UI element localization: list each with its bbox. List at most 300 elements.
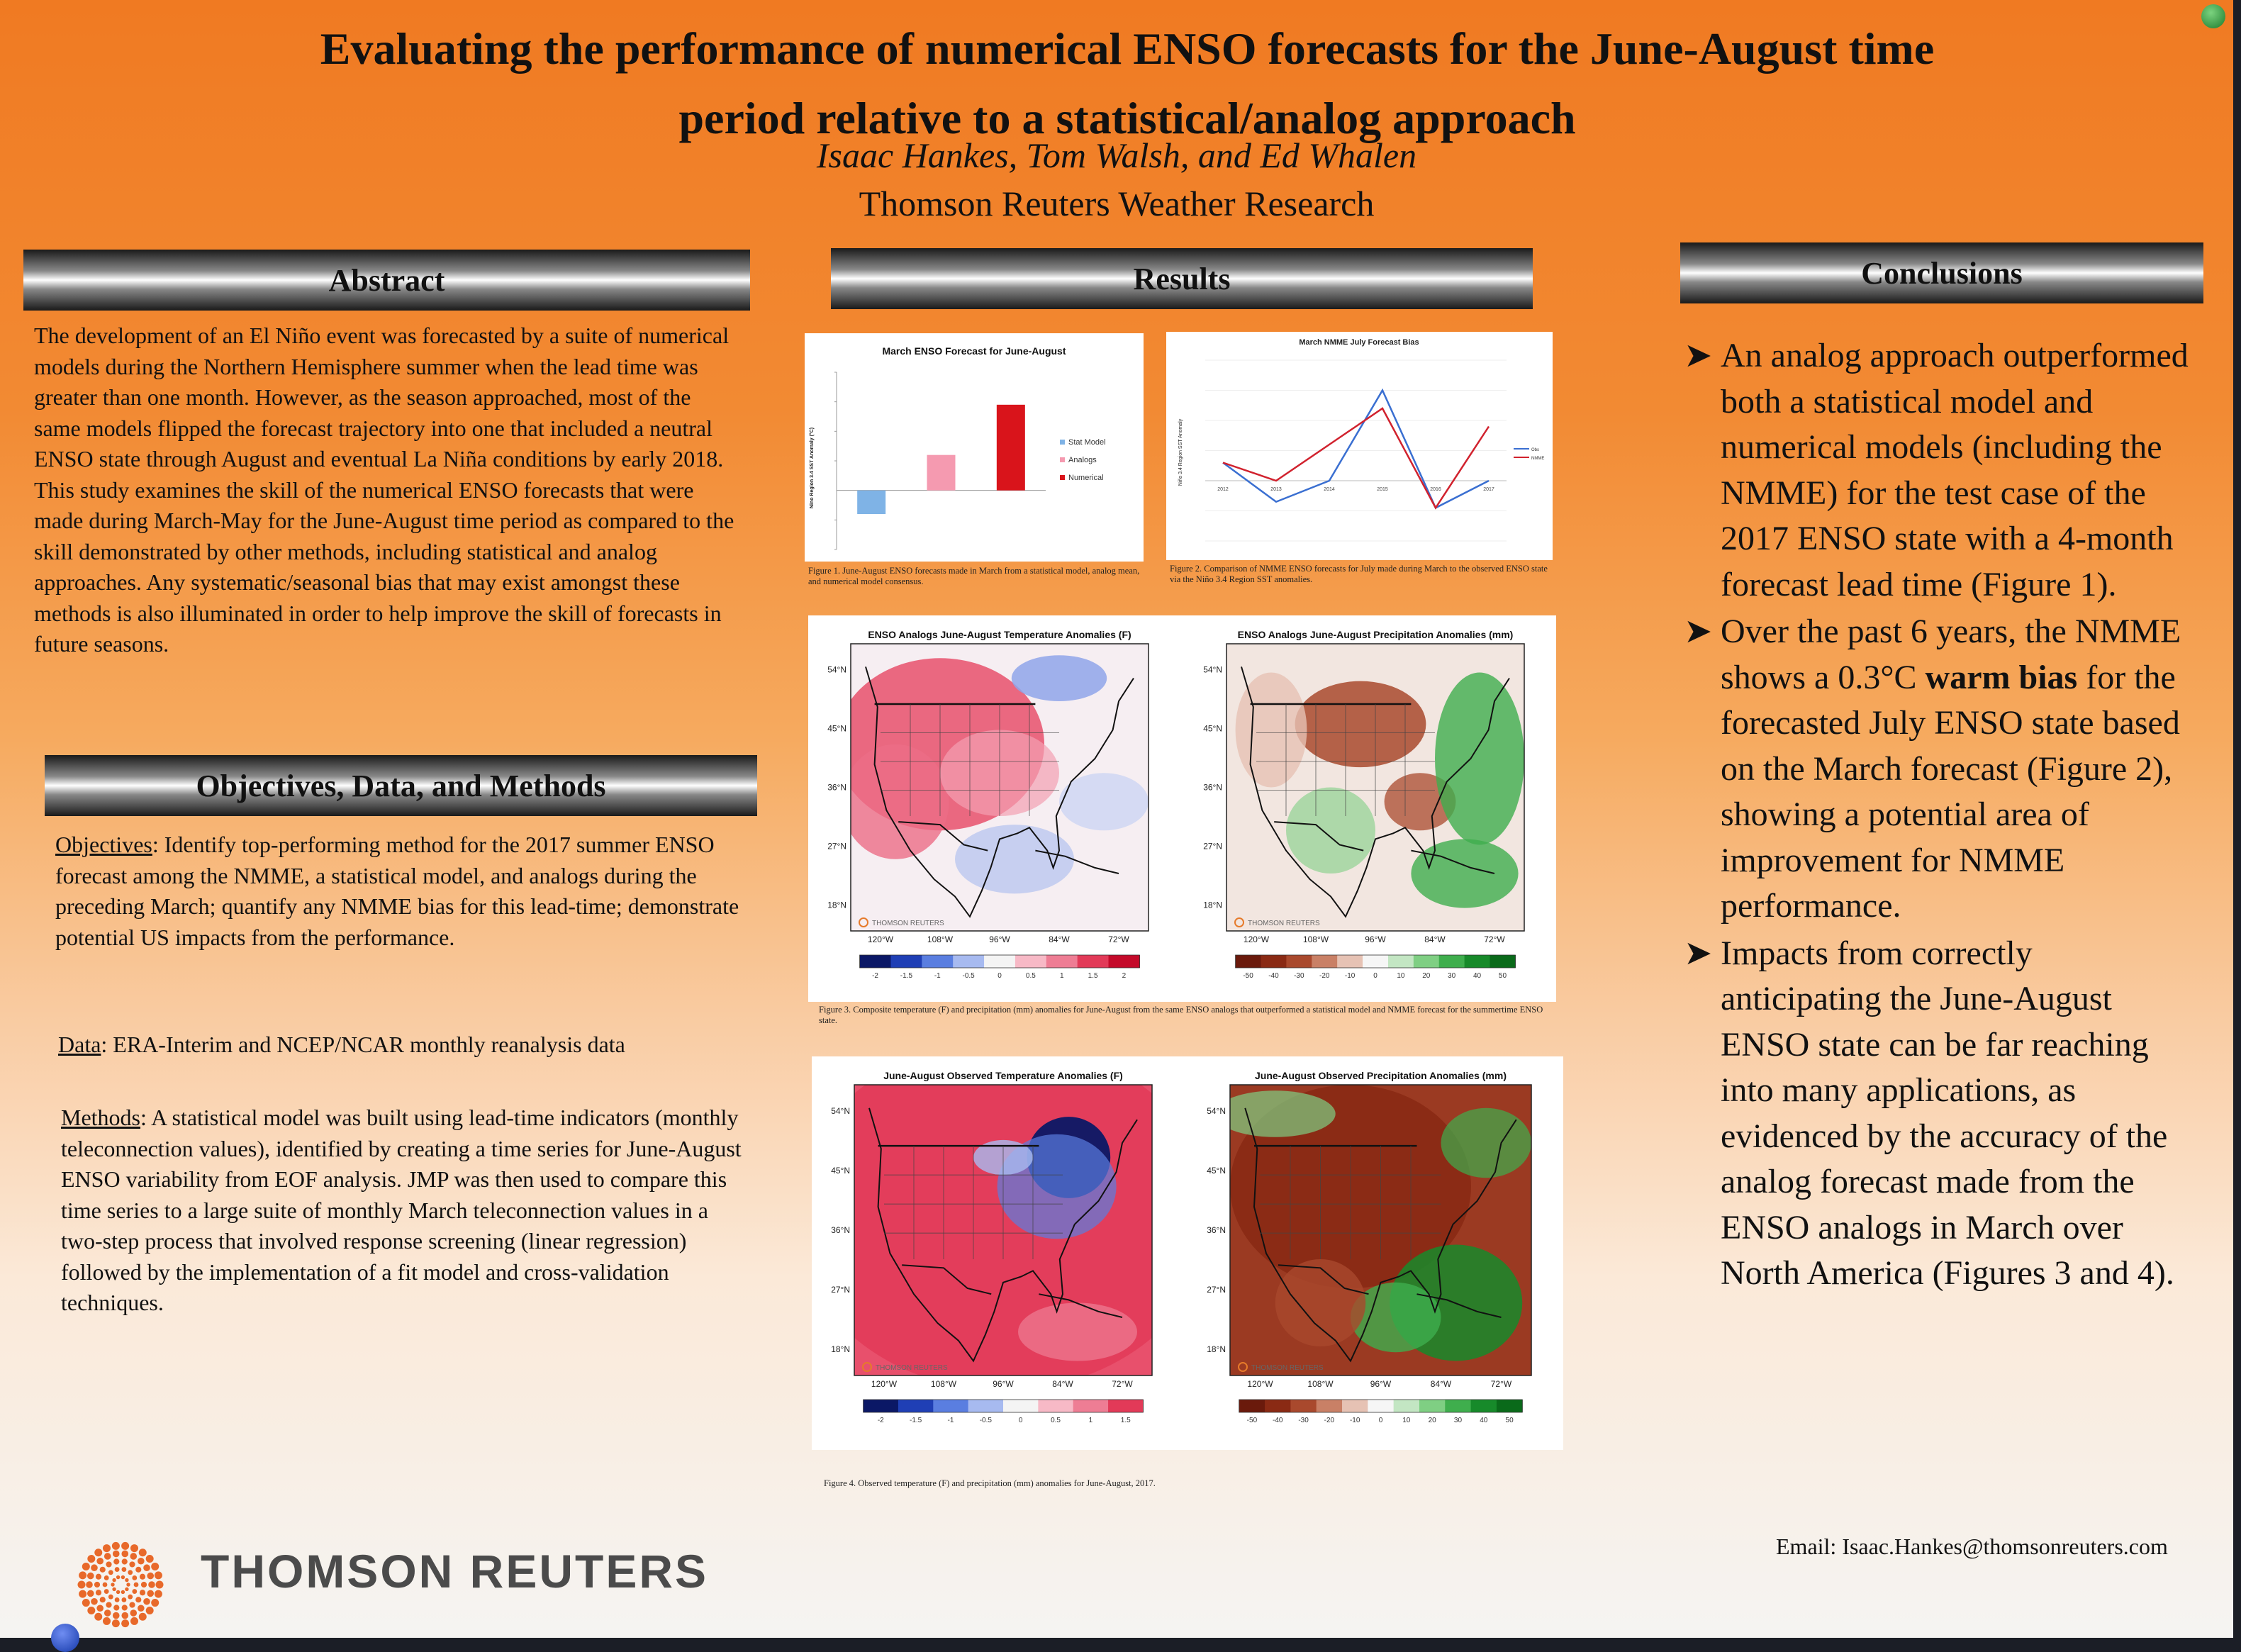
colorbar-label: 0 xyxy=(1018,1417,1023,1424)
logo-dot xyxy=(130,1553,137,1560)
colorbar-segment xyxy=(860,955,891,968)
logo-dot xyxy=(128,1595,133,1600)
colorbar-segment xyxy=(984,955,1015,968)
logo-dot xyxy=(148,1581,155,1588)
abstract-text: The development of an El Niño event was forecasted by a suite of numerical models during the Northern Hemisphere summer when the lead time was greater than one month. However, as the season approached, most of the same models flipped the forecast trajectory into one that included a neutral ENSO state through August and eventual La Niña conditions by early 2018. This study examines the skill of the numerical ENSO forecasts that were made during March-May for the June-August time period as compared to the skill demonstrated by other methods, including statistical and analog approaches. Any systematic/seasonal bias that may exist amongst these methods is also illuminated in order to help improve the skill of forecasts in future seasons. xyxy=(34,323,734,657)
fig1-bar-stat-model xyxy=(857,491,885,514)
f4p-map xyxy=(1207,1070,1531,1424)
results-header: Results xyxy=(831,248,1533,309)
colorbar-segment xyxy=(1414,955,1439,968)
logo-dot xyxy=(96,1558,104,1565)
objectives-label: Objectives xyxy=(55,832,152,857)
logo-dot xyxy=(151,1599,159,1607)
logo-dot xyxy=(106,1602,111,1607)
logo-dot xyxy=(103,1617,111,1625)
logo-dot xyxy=(139,1548,147,1556)
conclusion-text-3: Impacts from correctly anticipating the June-August ENSO state can be far reaching into many applications, as evidenced by the accuracy of the analog forecast made from the ENSO analogs in March over North America (Figures 3 and 4). xyxy=(1721,934,2174,1292)
colorbar-segment xyxy=(1286,955,1312,968)
map-lat-label: 18°N xyxy=(1207,1344,1226,1355)
colorbar-segment xyxy=(1497,1400,1523,1412)
map-lon-label: 96°W xyxy=(1365,934,1386,944)
map-watermark: THOMSON REUTERS xyxy=(872,920,944,927)
contact-email: Email: Isaac.Hankes@thomsonreuters.com xyxy=(1776,1534,2168,1559)
map-lon-label: 96°W xyxy=(1370,1379,1392,1389)
f4t-map xyxy=(812,1056,1212,1424)
colorbar-segment xyxy=(1236,955,1261,968)
colorbar-label: -10 xyxy=(1349,1417,1360,1424)
logo-dot xyxy=(104,1575,109,1580)
colorbar-label: -1.5 xyxy=(910,1417,922,1424)
logo-dot xyxy=(125,1587,128,1591)
fig2-x-tick-label: 2017 xyxy=(1483,487,1494,492)
colorbar-segment xyxy=(1439,955,1465,968)
colorbar-label: -1.5 xyxy=(900,972,913,980)
colorbar-segment xyxy=(1337,955,1363,968)
colorbar-segment xyxy=(1239,1400,1265,1412)
map-lon-label: 96°W xyxy=(993,1379,1014,1389)
colorbar-label: -20 xyxy=(1319,972,1330,980)
colorbar-segment xyxy=(1419,1400,1446,1412)
colorbar-label: 30 xyxy=(1453,1417,1463,1424)
fig1-bar-analogs xyxy=(927,455,956,491)
logo-dot xyxy=(139,1613,147,1621)
logo-dot xyxy=(86,1581,93,1588)
anomaly-region xyxy=(1411,839,1518,908)
fig2-title: March NMME July Forecast Bias xyxy=(1299,338,1419,347)
logo-dot xyxy=(108,1570,113,1575)
map-watermark: THOMSON REUTERS xyxy=(1248,920,1320,927)
logo-dot xyxy=(121,1597,126,1602)
green-pushpin-icon xyxy=(2201,4,2225,28)
methods-label: Methods xyxy=(61,1105,140,1130)
logo-dot xyxy=(130,1544,138,1552)
anomaly-region xyxy=(1012,655,1107,701)
logo-dot xyxy=(115,1567,120,1572)
thomson-reuters-logo-icon xyxy=(71,1535,170,1634)
logo-dot xyxy=(87,1555,95,1563)
logo-dot xyxy=(79,1590,86,1598)
logo-dot xyxy=(130,1617,138,1625)
abstract-header: Abstract xyxy=(23,250,750,311)
colorbar-label: 1.5 xyxy=(1088,972,1098,980)
logo-dot xyxy=(96,1590,101,1595)
data-paragraph xyxy=(58,1029,749,1061)
logo-dot xyxy=(100,1567,106,1573)
logo-dot xyxy=(134,1583,139,1587)
logo-dot xyxy=(113,1604,119,1610)
colorbar-label: 0 xyxy=(1373,972,1377,980)
f3p-map-title: ENSO Analogs June-August Precipitation Anomalies (mm) xyxy=(1237,629,1514,640)
map-lon-label: 108°W xyxy=(1307,1379,1334,1389)
figure-1-caption: Figure 1. June-August ENSO forecasts made in March from a statistical model, analog mean, and numerical model consensus. xyxy=(808,566,1140,586)
logo-dot xyxy=(116,1590,120,1594)
colorbar-label: -1 xyxy=(947,1417,954,1424)
logo-dot xyxy=(91,1564,98,1571)
map-lat-label: 18°N xyxy=(827,900,846,910)
colorbar-label: -50 xyxy=(1246,1417,1258,1424)
colorbar-segment xyxy=(1073,1400,1109,1412)
colorbar-label: 10 xyxy=(1402,1417,1411,1424)
fig1-legend-swatch xyxy=(1060,475,1065,480)
conclusions-list xyxy=(1684,333,2194,1298)
colorbar-segment xyxy=(1342,1400,1368,1412)
logo-dot xyxy=(103,1583,108,1587)
logo-dot xyxy=(122,1604,128,1610)
conclusions-header: Conclusions xyxy=(1680,242,2203,303)
figure-4-caption: Figure 4. Observed temperature (F) and precipitation (mm) anomalies for June-August, 2017. xyxy=(824,1478,1156,1488)
colorbar-label: -50 xyxy=(1243,972,1253,980)
affiliation: Thomson Reuters Weather Research xyxy=(859,184,1375,223)
logo-dot xyxy=(147,1573,154,1580)
logo-dot xyxy=(113,1612,120,1619)
map-lon-label: 108°W xyxy=(930,1379,957,1389)
fig1-legend-label: Analogs xyxy=(1068,456,1097,464)
logo-dot xyxy=(113,1558,119,1564)
logo-dot xyxy=(129,1602,135,1607)
fig1-ylabel: Nino Region 3.4 SST Anomaly (°C) xyxy=(810,427,815,509)
map-lon-label: 72°W xyxy=(1490,1379,1512,1389)
logo-dot xyxy=(104,1589,109,1594)
colorbar-segment xyxy=(1471,1400,1497,1412)
colorbar-label: 50 xyxy=(1498,972,1507,980)
colorbar-label: 1 xyxy=(1088,1417,1093,1424)
colorbar-label: -0.5 xyxy=(962,972,975,980)
colorbar-label: 0 xyxy=(997,972,1002,980)
logo-dot xyxy=(121,1590,125,1594)
map-lon-label: 120°W xyxy=(1247,1379,1273,1389)
map-lon-label: 84°W xyxy=(1049,934,1070,944)
map-lat-label: 18°N xyxy=(831,1344,850,1355)
colorbar-label: -2 xyxy=(877,1417,884,1424)
figure-3-maps xyxy=(808,615,1556,1002)
colorbar-segment xyxy=(1490,955,1516,968)
logo-dot xyxy=(140,1590,145,1595)
map-lon-label: 84°W xyxy=(1424,934,1446,944)
colorbar-label: 50 xyxy=(1505,1417,1514,1424)
anomaly-region xyxy=(1295,681,1426,768)
colorbar-segment xyxy=(1368,1400,1394,1412)
colorbar-label: 0.5 xyxy=(1025,972,1036,980)
colorbar-segment xyxy=(1290,1400,1317,1412)
fig1-title: March ENSO Forecast for June-August xyxy=(882,345,1066,357)
colorbar-segment xyxy=(1078,955,1109,968)
colorbar-label: -2 xyxy=(872,972,878,980)
colorbar-segment xyxy=(1363,955,1388,968)
conclusion-item-2 xyxy=(1684,609,2194,930)
logo-dot xyxy=(112,1619,120,1627)
fig1-legend xyxy=(1060,438,1106,482)
f4p-map-title: June-August Observed Precipitation Anomalies (mm) xyxy=(1255,1070,1507,1081)
logo-dot xyxy=(132,1589,137,1594)
colorbar-segment xyxy=(933,1400,968,1412)
objectives-text: : Identify top-performing method for the 2017 summer ENSO forecast among the NMME, a statistical model, and analogs during the preceding March; quantify any NMME bias for this lead-time; demonstrate potential US impacts from the performance. xyxy=(55,832,739,950)
colorbar-segment xyxy=(1046,955,1078,968)
colorbar-label: -30 xyxy=(1294,972,1304,980)
logo-dot xyxy=(146,1555,154,1563)
logo-dot xyxy=(121,1575,125,1579)
anomaly-region xyxy=(1441,1108,1532,1178)
figure-2-caption: Figure 2. Comparison of NMME ENSO forecasts for July made during March to the observed ENSO state via the Niño 3.4 Region SST anomalies. xyxy=(1170,564,1548,584)
logo-dot xyxy=(126,1583,130,1586)
colorbar-label: 20 xyxy=(1422,972,1431,980)
logo-dot xyxy=(112,1578,116,1582)
logo-dot xyxy=(125,1578,128,1582)
logo-dot xyxy=(82,1563,90,1570)
colorbar-label: 1 xyxy=(1059,972,1064,980)
logo-dot xyxy=(106,1561,111,1567)
fig2-legend-label: Obs xyxy=(1531,448,1540,452)
objectives-paragraph xyxy=(55,830,747,953)
poster-title xyxy=(106,14,2148,153)
colorbar-label: 0 xyxy=(1378,1417,1383,1424)
arrow-bullet-icon: ➤ xyxy=(1684,613,1713,650)
colorbar-label: -0.5 xyxy=(979,1417,992,1424)
logo-dot xyxy=(135,1597,141,1602)
f3p-map xyxy=(1203,629,1524,980)
anomaly-region xyxy=(1236,673,1307,788)
logo-dot xyxy=(138,1604,145,1612)
logo-dot xyxy=(122,1558,128,1564)
colorbar-label: -10 xyxy=(1344,972,1356,980)
logo-dot xyxy=(78,1581,86,1589)
logo-dot xyxy=(113,1551,120,1558)
logo-dot xyxy=(121,1612,128,1619)
map-lat-label: 27°N xyxy=(1207,1285,1226,1295)
colorbar-label: -20 xyxy=(1324,1417,1335,1424)
logo-dot xyxy=(129,1561,135,1567)
colorbar-label: 20 xyxy=(1428,1417,1436,1424)
map-lon-label: 72°W xyxy=(1108,934,1129,944)
logo-dot xyxy=(96,1604,104,1612)
fig1-legend-label: Numerical xyxy=(1068,474,1104,482)
logo-dot xyxy=(87,1573,94,1580)
logo-dot xyxy=(121,1551,128,1558)
logo-dot xyxy=(143,1564,150,1571)
logo-text: THOMSON REUTERS xyxy=(201,1545,709,1597)
colorbar-segment xyxy=(1015,955,1046,968)
logo-dot xyxy=(104,1553,111,1560)
fig1-legend-swatch xyxy=(1060,440,1065,445)
f3t-map-field xyxy=(836,644,1149,931)
fig2-x-tick-label: 2014 xyxy=(1324,487,1335,492)
colorbar-label: 40 xyxy=(1473,972,1482,980)
logo-dot xyxy=(140,1574,145,1580)
map-lon-label: 84°W xyxy=(1052,1379,1073,1389)
conclusion-text-2-post: for the forecasted July ENSO state based on the March forecast (Figure 2), showing a potential area of improvement for NMME performance. xyxy=(1721,658,2180,925)
figure-4-maps xyxy=(812,1056,1563,1450)
anomaly-region xyxy=(1286,788,1375,874)
logo-dot xyxy=(82,1599,90,1607)
colorbar-segment xyxy=(1261,955,1286,968)
f3t-map xyxy=(827,629,1149,980)
colorbar-label: 10 xyxy=(1397,972,1405,980)
colorbar-label: -40 xyxy=(1273,1417,1283,1424)
colorbar-segment xyxy=(1312,955,1337,968)
data-label: Data xyxy=(58,1032,101,1057)
logo-dot xyxy=(104,1609,111,1617)
anomaly-region xyxy=(1435,673,1524,845)
logo-dot xyxy=(143,1598,150,1605)
map-lat-label: 54°N xyxy=(1203,664,1222,675)
map-lat-label: 45°N xyxy=(1207,1166,1226,1176)
map-lon-label: 120°W xyxy=(1243,934,1270,944)
colorbar-segment xyxy=(1394,1400,1420,1412)
fig2-legend xyxy=(1514,448,1544,461)
logo-dot xyxy=(100,1597,106,1602)
map-lat-label: 27°N xyxy=(827,841,846,852)
logo-dot xyxy=(108,1595,113,1600)
colorbar-segment xyxy=(1003,1400,1039,1412)
colorbar-segment xyxy=(1265,1400,1291,1412)
fig2-x-tick-label: 2012 xyxy=(1217,487,1229,492)
conclusion-text-1: An analog approach outperformed both a statistical model and numerical models (including the NMME) for the test case of the 2017 ENSO state with a 4-month forecast lead time (Figure 1). xyxy=(1721,337,2189,603)
logo-dot xyxy=(155,1590,162,1598)
logo-dot xyxy=(147,1590,154,1597)
fig2-x-tick-label: 2015 xyxy=(1377,487,1388,492)
logo-dot xyxy=(94,1548,102,1556)
logo-dot xyxy=(103,1544,111,1552)
data-text: : ERA-Interim and NCEP/NCAR monthly reanalysis data xyxy=(101,1032,625,1057)
fig2-legend-label: NMME xyxy=(1531,457,1545,461)
logo-dot xyxy=(156,1581,164,1589)
logo-dot xyxy=(96,1574,101,1580)
logo-dot xyxy=(111,1583,114,1586)
logo-dot xyxy=(155,1571,162,1579)
colorbar-segment xyxy=(1388,955,1414,968)
map-lat-label: 45°N xyxy=(827,723,846,734)
map-lat-label: 54°N xyxy=(1207,1106,1226,1116)
logo-dot xyxy=(112,1587,116,1591)
map-lat-label: 27°N xyxy=(831,1285,850,1295)
colorbar-segment xyxy=(1317,1400,1343,1412)
map-lat-label: 36°N xyxy=(1203,782,1222,793)
logo-dot xyxy=(121,1542,129,1550)
anomaly-region xyxy=(1275,1259,1366,1346)
colorbar-label: 40 xyxy=(1480,1417,1488,1424)
logo-dot xyxy=(79,1571,86,1579)
logo-dot xyxy=(135,1567,141,1573)
logo-dot xyxy=(91,1598,98,1605)
map-lat-label: 45°N xyxy=(831,1166,850,1176)
fig3-svg xyxy=(808,615,1556,1002)
logo-dot xyxy=(112,1542,120,1550)
map-lon-label: 108°W xyxy=(1302,934,1329,944)
anomaly-region xyxy=(1059,773,1149,830)
fig4-svg xyxy=(812,1056,1563,1450)
fig2-x-tick-label: 2016 xyxy=(1430,487,1441,492)
methods-text: : A statistical model was built using lead-time indicators (monthly teleconnection values), identified by creating a time series for June-August ENSO variability from EOF analysis. JMP was then used to compare this time series to a large suite of monthly March teleconnection values in a two-step process that involved response screening (linear regression) followed by the implementation of a fit model and cross-validation techniques. xyxy=(61,1105,742,1315)
colorbar-segment xyxy=(1109,955,1140,968)
f4t-map-title: June-August Observed Temperature Anomalies (F) xyxy=(883,1070,1123,1081)
figure-3-caption: Figure 3. Composite temperature (F) and precipitation (mm) anomalies for June-August from the same ENSO analogs that outperformed a statistical model and NMME forecast for the summertime ENSO state. xyxy=(819,1005,1543,1025)
authors: Isaac Hankes, Tom Walsh, and Ed Whalen xyxy=(816,135,1417,175)
colorbar-segment xyxy=(1465,955,1490,968)
colorbar-label: -30 xyxy=(1298,1417,1309,1424)
map-watermark: THOMSON REUTERS xyxy=(876,1364,948,1372)
arrow-bullet-icon: ➤ xyxy=(1684,337,1713,374)
fig2-svg xyxy=(1166,332,1553,560)
colorbar-segment xyxy=(1038,1400,1073,1412)
conclusion-text-2-bold: warm bias xyxy=(1925,658,2078,696)
anomaly-region xyxy=(1215,1090,1336,1137)
map-lat-label: 54°N xyxy=(827,664,846,675)
blue-pushpin-icon xyxy=(51,1624,79,1652)
conclusion-item-3 xyxy=(1684,931,2194,1297)
map-lat-label: 18°N xyxy=(1203,900,1222,910)
map-lon-label: 84°W xyxy=(1430,1379,1452,1389)
map-lon-label: 72°W xyxy=(1112,1379,1133,1389)
logo-dot xyxy=(138,1558,145,1565)
f3t-map-title: ENSO Analogs June-August Temperature Anomalies (F) xyxy=(868,629,1131,640)
colorbar-label: 1.5 xyxy=(1120,1417,1131,1424)
map-watermark: THOMSON REUTERS xyxy=(1251,1364,1324,1372)
title-line-2: period relative to a statistical/analog approach xyxy=(678,93,1576,143)
colorbar-label: 2 xyxy=(1122,972,1127,980)
logo-dot xyxy=(94,1582,100,1587)
map-lat-label: 54°N xyxy=(831,1106,850,1116)
map-lat-label: 36°N xyxy=(831,1225,850,1236)
map-lon-label: 120°W xyxy=(871,1379,898,1389)
fig2-plot-area xyxy=(1205,360,1507,541)
methods-paragraph xyxy=(61,1103,752,1319)
logo-dot xyxy=(146,1607,154,1614)
logo-dot xyxy=(151,1563,159,1570)
colorbar-label: -40 xyxy=(1268,972,1279,980)
f4p-map-field xyxy=(1215,1085,1531,1375)
conclusion-item-1 xyxy=(1684,333,2194,608)
fig1-svg xyxy=(805,333,1144,562)
fig2-x-tick-label: 2013 xyxy=(1270,487,1282,492)
logo-dot xyxy=(87,1590,94,1597)
arrow-bullet-icon: ➤ xyxy=(1684,934,1713,972)
figure-2-chart xyxy=(1166,332,1553,560)
colorbar-segment xyxy=(968,1400,1004,1412)
colorbar-segment xyxy=(898,1400,934,1412)
logo-dot xyxy=(141,1582,147,1587)
map-lon-label: 120°W xyxy=(867,934,894,944)
colorbar-segment xyxy=(890,955,922,968)
conclusion-text-2-pre: Over the past 6 years, the NMME shows a 0.3°C xyxy=(1721,613,2181,696)
colorbar-segment xyxy=(953,955,984,968)
logo-dot xyxy=(132,1575,137,1580)
colorbar-label: -1 xyxy=(934,972,941,980)
f3p-map-field xyxy=(1226,644,1524,931)
fig1-legend-swatch xyxy=(1060,457,1065,462)
logo-dot xyxy=(87,1607,95,1614)
fig1-bar-numerical xyxy=(997,405,1025,491)
map-lat-label: 45°N xyxy=(1203,723,1222,734)
logo-dot xyxy=(115,1597,120,1602)
logo-dot xyxy=(128,1570,133,1575)
title-line-1: Evaluating the performance of numerical ENSO forecasts for the June-August time xyxy=(320,23,1935,74)
figure-1-chart xyxy=(805,333,1144,562)
colorbar-segment xyxy=(922,955,953,968)
colorbar-segment xyxy=(1108,1400,1144,1412)
logo-dot xyxy=(121,1619,129,1627)
map-lat-label: 36°N xyxy=(1207,1225,1226,1236)
fig1-legend-label: Stat Model xyxy=(1068,438,1106,447)
colorbar-segment xyxy=(1445,1400,1471,1412)
map-lat-label: 27°N xyxy=(1203,841,1222,852)
fig1-plot-area xyxy=(834,372,1046,549)
map-lon-label: 96°W xyxy=(989,934,1010,944)
anomaly-region xyxy=(1018,1303,1137,1361)
fig2-series-obs xyxy=(1223,391,1489,508)
map-lon-label: 72°W xyxy=(1484,934,1505,944)
map-lon-label: 108°W xyxy=(927,934,954,944)
colorbar-segment xyxy=(864,1400,899,1412)
fig2-ylabel: Niño 3.4 Region SST Anomaly xyxy=(1178,418,1183,486)
